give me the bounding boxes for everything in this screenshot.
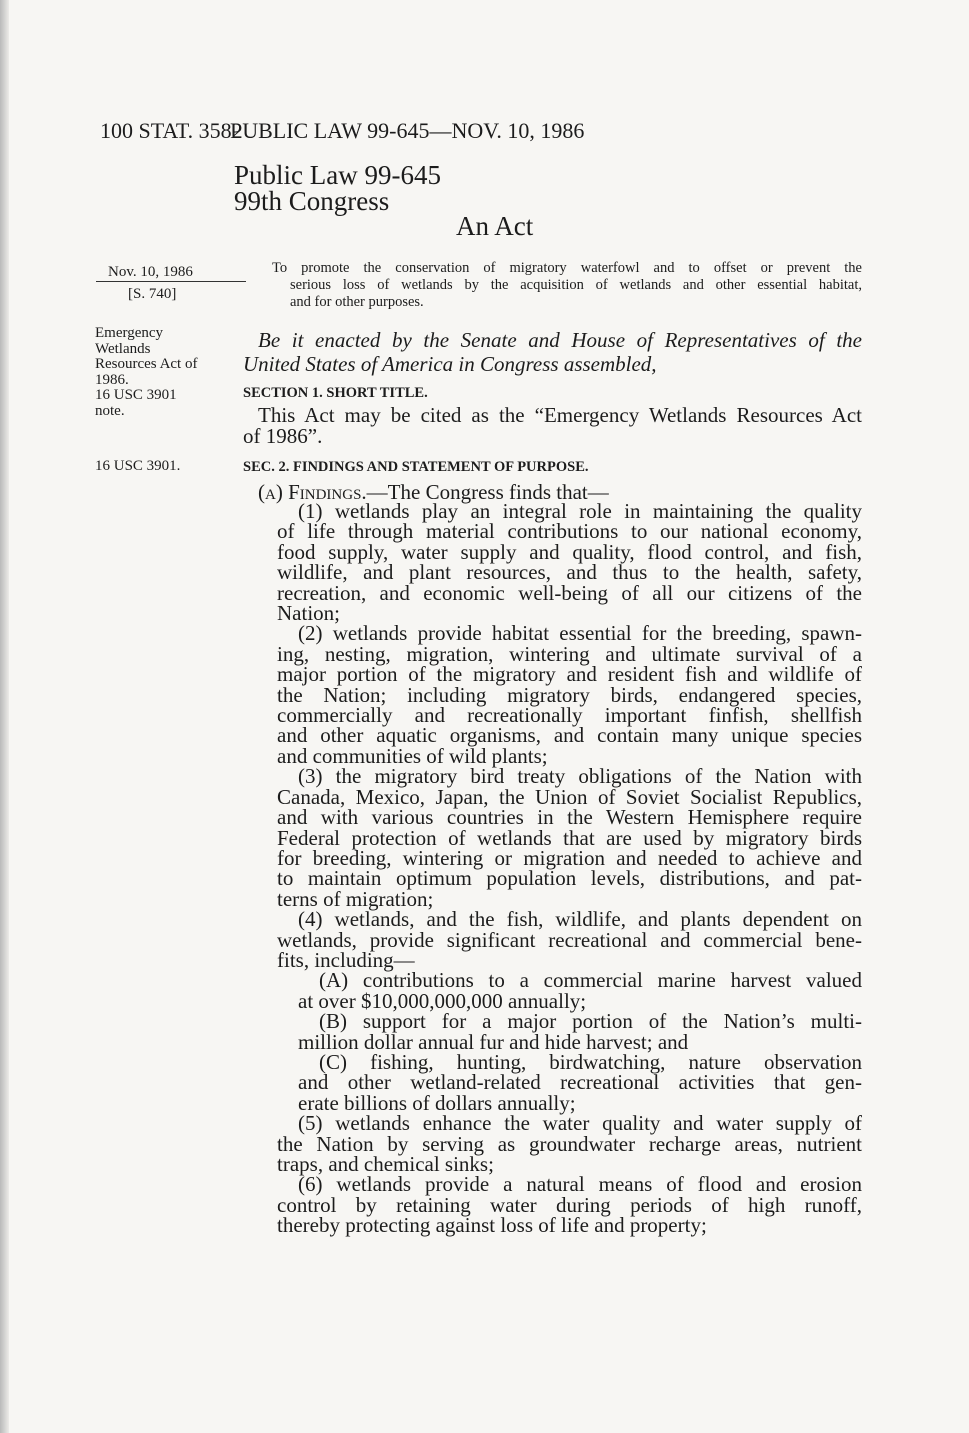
text-line: (5) wetlands enhance the water quality and water supply of <box>298 1111 862 1136</box>
text-line: This Act may be cited as the “Emergency Wetlands Resources Act <box>258 403 862 427</box>
public-law-number: Public Law 99-645 <box>234 160 441 190</box>
enacting-line: Be it enacted by the Senate and House of Representatives of the <box>258 328 862 352</box>
bill-number: [S. 740] <box>128 286 177 302</box>
note-line: Emergency <box>95 325 164 341</box>
purpose-line: serious loss of wetlands by the acquisition of wetlands and other essential habitat, <box>290 277 862 293</box>
text-line: of 1986”. <box>243 424 323 448</box>
note-line: 16 USC 3901 <box>95 387 177 403</box>
text-line: (3) the migratory bird treaty obligations of the Nation with <box>298 764 862 789</box>
text-line: wildlife, and plant resources, and thus to the health, safety, <box>277 560 862 585</box>
note-line: note. <box>95 402 125 419</box>
text-line: (6) wetlands provide a natural means of flood and erosion <box>298 1172 862 1197</box>
enacting-line: United States of America in Congress assembled, <box>243 352 657 376</box>
finding-paragraph <box>277 1172 862 1238</box>
findings-list <box>277 501 862 1236</box>
text-line: (4) wetlands, and the fish, wildlife, and plants dependent on <box>298 907 862 932</box>
text-line: and communities of wild plants; <box>277 743 548 768</box>
text-line: the Nation; including migratory birds, endangered species, <box>277 682 862 707</box>
text-line: terns of migration; <box>277 886 434 911</box>
findings-intro-text: —The Congress finds that— <box>366 480 609 504</box>
congress: 99th Congress <box>234 186 390 216</box>
text-line: Nation; <box>277 601 340 626</box>
finding-paragraph <box>277 766 862 909</box>
finding-paragraph <box>277 1011 862 1052</box>
text-line: traps, and chemical sinks; <box>277 1152 494 1176</box>
text-line: recreation, and economic well-being of all our citizens of the <box>277 580 862 605</box>
enacting-clause <box>243 328 862 376</box>
text-line: major portion of the migratory and resident fish and wildlife of <box>277 662 862 687</box>
purpose-clause <box>272 260 862 311</box>
section-1-heading: SECTION 1. SHORT TITLE. <box>243 385 428 401</box>
text-line: wetlands, provide significant recreational and commercial bene- <box>277 927 862 952</box>
text-line: Canada, Mexico, Japan, the Union of Soviet Socialist Republics, <box>277 784 862 809</box>
finding-paragraph <box>277 1049 862 1115</box>
finding-paragraph <box>277 909 862 970</box>
note-line: 1986. <box>95 371 129 388</box>
running-title: PUBLIC LAW 99-645—NOV. 10, 1986 <box>230 118 585 143</box>
finding-paragraph <box>277 1113 862 1174</box>
text-line: to maintain optimum population levels, distributions, and pat- <box>277 866 862 891</box>
text-line: thereby protecting against loss of life and property; <box>277 1213 707 1238</box>
text-line: control by retaining water during periods of high runoff, <box>277 1192 862 1217</box>
section-1-text <box>243 405 862 447</box>
text-line: (1) wetlands play an integral role in maintaining the quality <box>298 499 862 523</box>
text-line: and other wetland-related recreational activities that gen- <box>298 1070 862 1095</box>
stat-page-number: 100 STAT. 3582 <box>100 118 243 143</box>
text-line: (B) support for a major portion of the Nation’s multi- <box>319 1009 862 1034</box>
text-line: ing, nesting, migration, wintering and ultimate survival of a <box>277 641 862 666</box>
text-line: fits, including— <box>277 947 415 972</box>
text-line: and with various countries in the Western Hemisphere require <box>277 805 862 830</box>
text-line: commercially and recreationally important finfish, shellfish <box>277 703 862 728</box>
purpose-line: and for other purposes. <box>290 294 424 310</box>
finding-paragraph <box>277 970 862 1011</box>
finding-paragraph <box>277 499 862 626</box>
finding-paragraph <box>277 623 862 766</box>
note-line: Resources Act of <box>95 356 198 372</box>
text-line: erate billions of dollars annually; <box>298 1090 576 1115</box>
text-line: for breeding, wintering or migration and needed to achieve and <box>277 845 862 870</box>
margin-date: Nov. 10, 1986 <box>108 264 193 280</box>
act-title: An Act <box>456 211 534 241</box>
text-line: at over $10,000,000,000 annually; <box>298 988 587 1013</box>
text-line: (A) contributions to a commercial marine harvest valued <box>319 968 862 993</box>
section-2-heading: SEC. 2. FINDINGS AND STATEMENT OF PURPOSE. <box>243 459 589 475</box>
text-line: Federal protection of wetlands that are used by migratory birds <box>277 825 862 850</box>
text-line: of life through material contributions to our national economy, <box>277 519 862 544</box>
text-line: (C) fishing, hunting, birdwatching, nature observation <box>319 1049 862 1074</box>
margin-note-findings: 16 USC 3901. <box>95 458 181 474</box>
margin-note-short-title <box>95 326 197 419</box>
text-line: the Nation by serving as groundwater recharge areas, nutrient <box>277 1131 862 1156</box>
text-line: food supply, water supply and quality, flood control, and fish, <box>277 539 862 564</box>
text-line: and other aquatic organisms, and contain many unique species <box>277 723 862 748</box>
text-line: million dollar annual fur and hide harvest; and <box>298 1029 689 1054</box>
scan-edge <box>0 0 9 1433</box>
text-line: (2) wetlands provide habitat essential for the breeding, spawn- <box>298 621 862 646</box>
purpose-line: To promote the conservation of migratory waterfowl and to offset or prevent the <box>272 260 862 276</box>
margin-rule <box>96 281 246 282</box>
findings-label: (a) Findings. <box>258 480 367 504</box>
note-line: Wetlands <box>95 340 151 357</box>
